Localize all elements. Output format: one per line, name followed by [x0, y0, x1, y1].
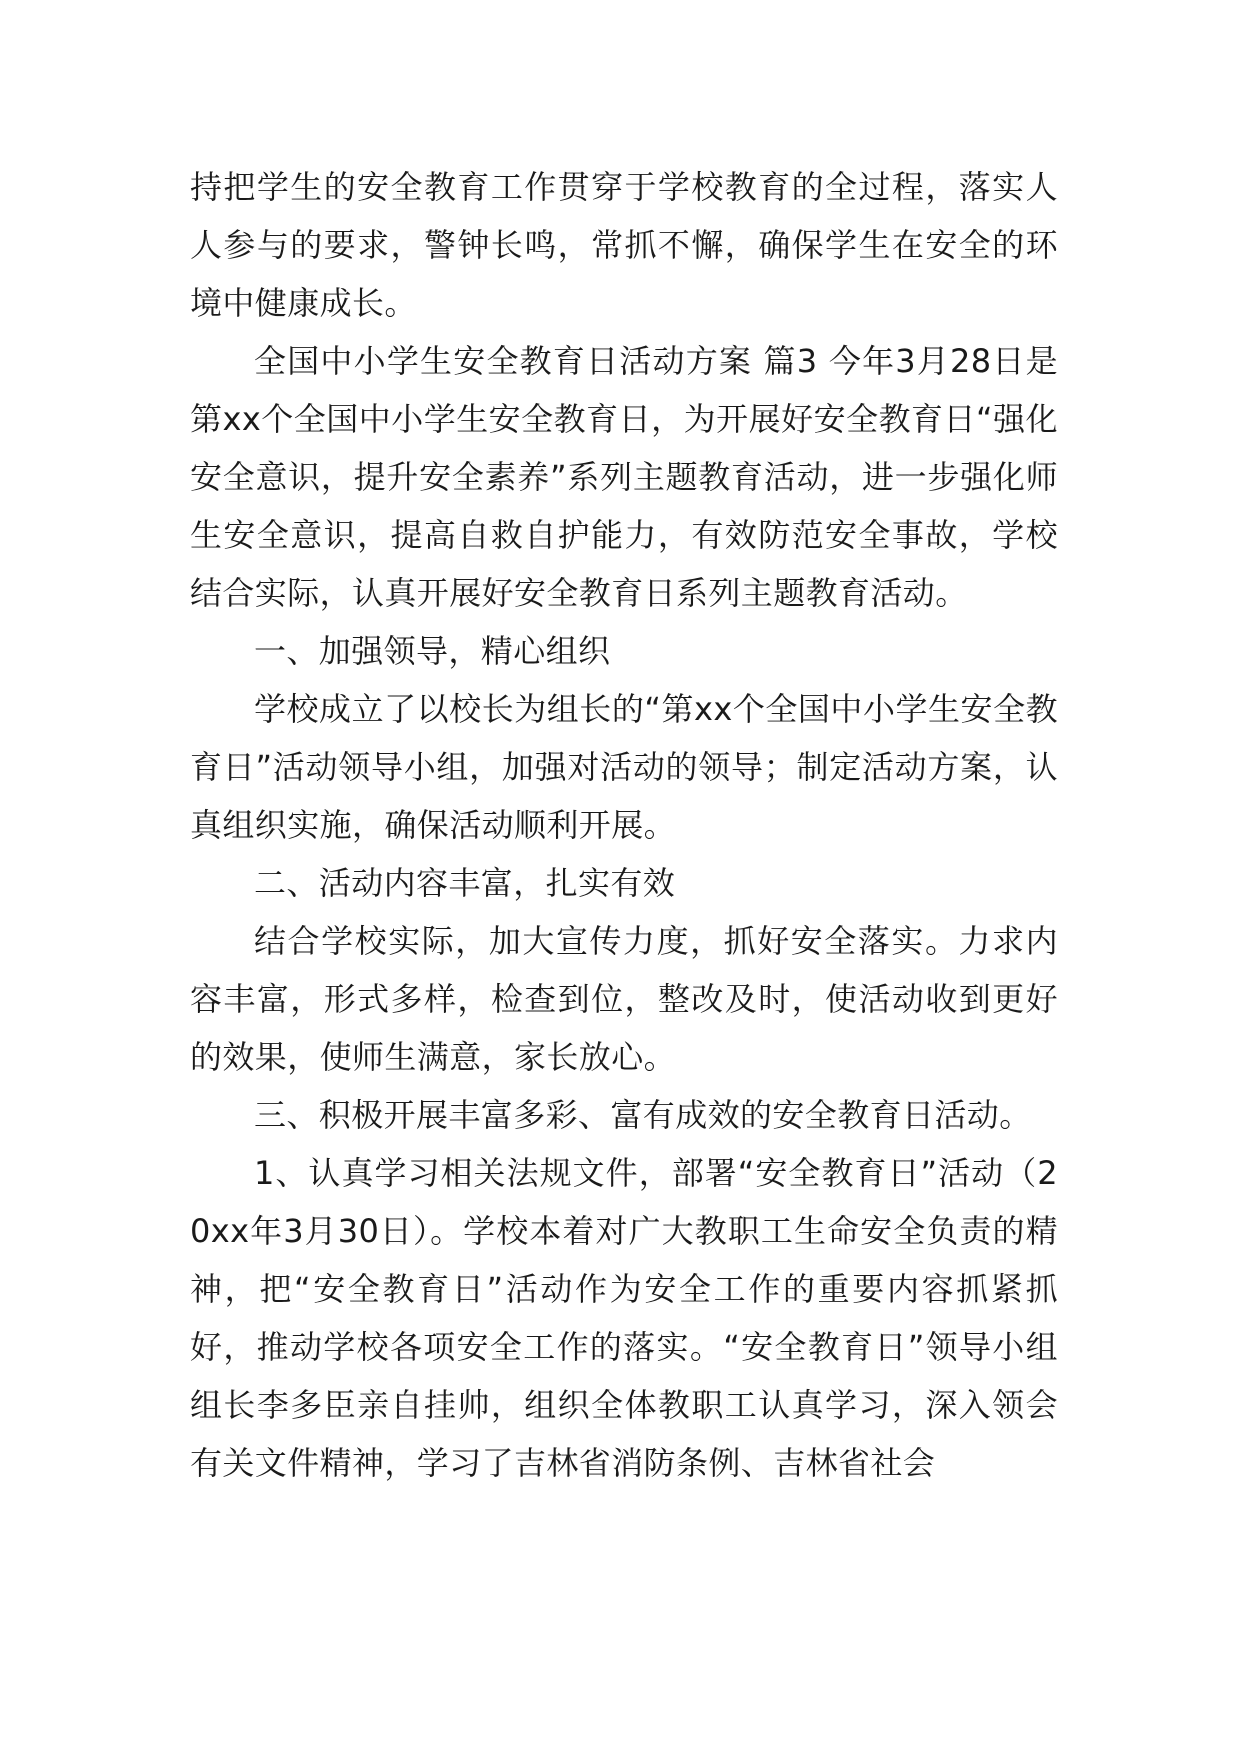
section-heading-1: 一、加强领导，精心组织 [254, 632, 611, 670]
document-body [190, 158, 1058, 1492]
paragraph-leadership: 学校成立了以校长为组长的“第xx个全国中小学生安全教育日”活动领导小组，加强对活动的领导；制定活动方案，认真组织实施，确保活动顺利开展。 [190, 690, 1058, 844]
paragraph-plan-intro: 全国中小学生安全教育日活动方案 篇3 今年3月28日是第xx个全国中小学生安全教育日，为开展好安全教育日“强化安全意识，提升安全素养”系列主题教育活动，进一步强化师生安全意识，提高自救自护能力，有效防范安全事故，学校结合实际，认真开展好安全教育日系列主题教育活动。 [190, 342, 1058, 612]
paragraph-study: 1、认真学习相关法规文件，部署“安全教育日”活动（20xx年3月30日）。学校本着对广大教职工生命安全负责的精神，把“安全教育日”活动作为安全工作的重要内容抓紧抓好，推动学校各项安全工作的落实。“安全教育日”领导小组组长李多臣亲自挂帅，组织全体教职工认真学习，深入领会有关文件精神，学习了吉林省消防条例、吉林省社会 [190, 1154, 1058, 1482]
paragraph-content: 结合学校实际，加大宣传力度，抓好安全落实。力求内容丰富，形式多样，检查到位，整改及时，使活动收到更好的效果，使师生满意，家长放心。 [190, 922, 1058, 1076]
section-heading-3: 三、积极开展丰富多彩、富有成效的安全教育日活动。 [254, 1096, 1032, 1134]
section-heading-2: 二、活动内容丰富，扎实有效 [254, 864, 676, 902]
paragraph-continuation: 持把学生的安全教育工作贯穿于学校教育的全过程，落实人人参与的要求，警钟长鸣，常抓不懈，确保学生在安全的环境中健康成长。 [190, 168, 1058, 322]
